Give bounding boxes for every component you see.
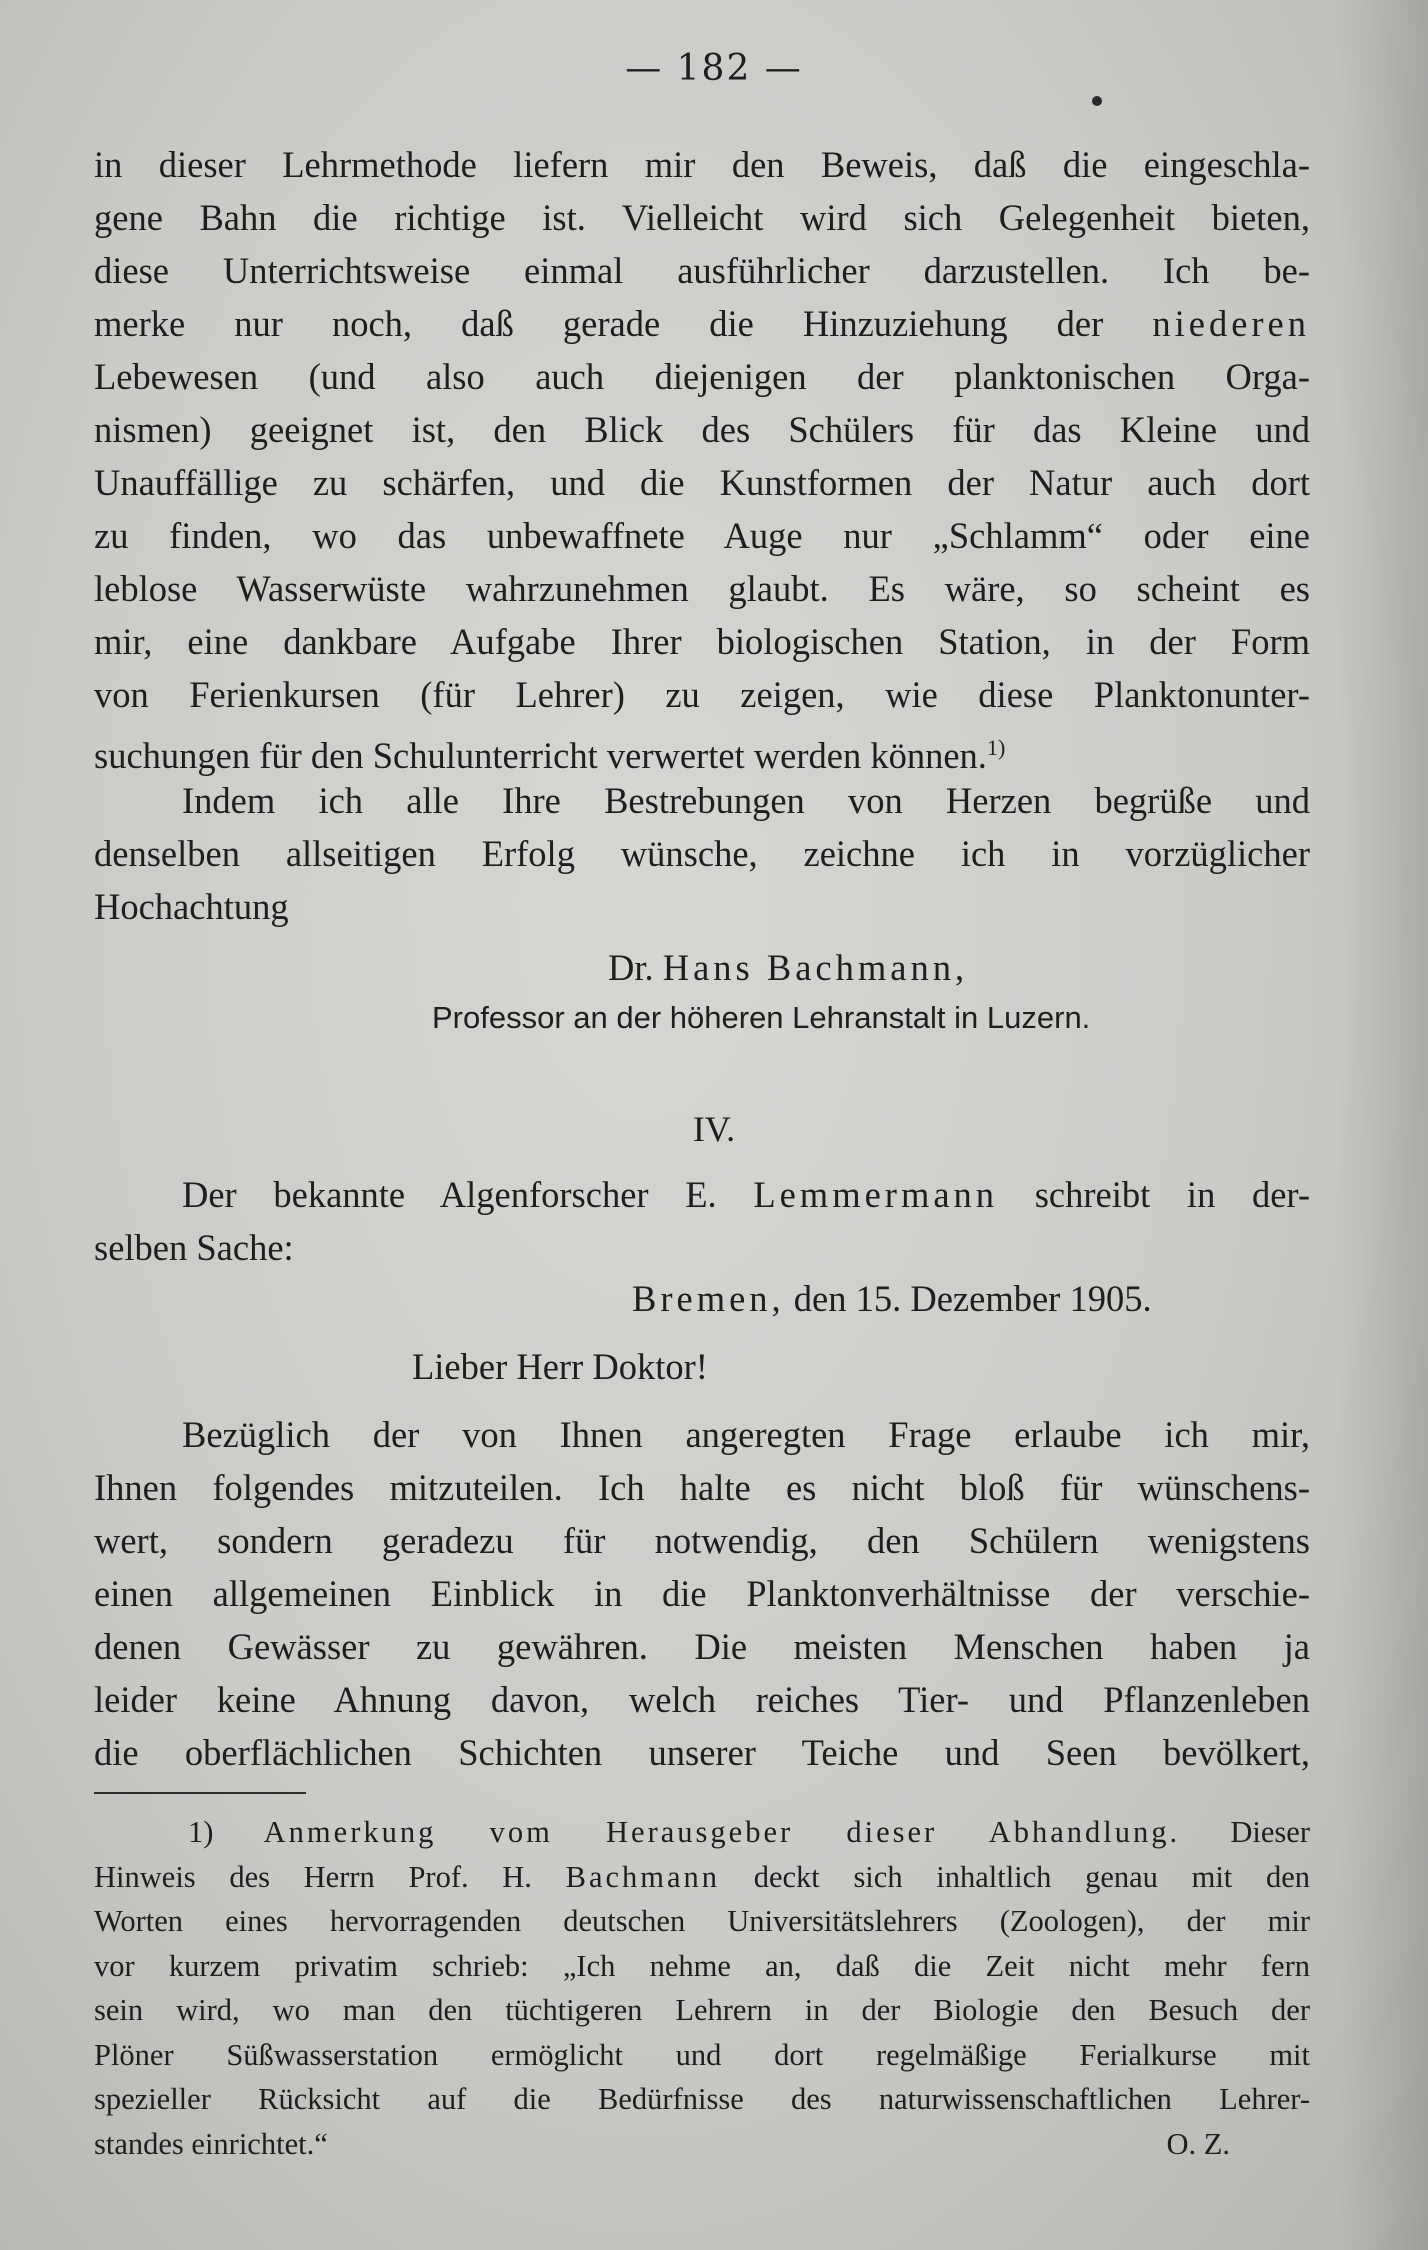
footnote-number: 1) [188, 1815, 214, 1849]
footnote-line: sein wird, wo man den tüchtigeren Lehrern in der Biologie den Besuch der [94, 1993, 1310, 2027]
section-numeral: IV. [692, 1109, 736, 1149]
text-fragment: suchungen für den Schulunterricht verwertet werden können. [94, 735, 987, 777]
emphasis-bachmann: Bachmann [565, 1859, 721, 1894]
text-line: Ihnen folgendes mitzuteilen. Ich halte es nicht bloß für wünschens- [94, 1467, 1310, 1508]
footnote-line: Plöner Süßwasserstation ermöglicht und dort regelmäßige Ferialkurse mit [94, 2037, 1310, 2072]
emphasis-niederen: niederen [1152, 303, 1311, 344]
text-line: Hochachtung [94, 886, 289, 927]
text-line: leblose Wasserwüste wahrzunehmen glaubt. Es wäre, so scheint es [94, 568, 1310, 609]
text-line [94, 297, 1310, 350]
text-line: nismen) geeignet ist, den Blick des Schülers für das Kleine und [94, 409, 1310, 450]
footnote [94, 1810, 1310, 2166]
footnote-divider [94, 1792, 306, 1794]
text-line: von Ferienkursen (für Lehrer) zu zeigen, wie diese Planktonunter- [94, 674, 1310, 715]
intro-paragraph [94, 1168, 1310, 1274]
signature-position: Professor an der höheren Lehranstalt in Luzern. [432, 1000, 1091, 1035]
dateline-date: den 15. Dezember 1905. [793, 1278, 1152, 1319]
footnote-line: Worten eines hervorragenden deutschen Universitätslehrers (Zoologen), der mir [94, 1904, 1310, 1938]
footnote-label: Anmerkung vom Herausgeber dieser Abhandlung. [263, 1815, 1181, 1849]
text-line: Lebewesen (und also auch diejenigen der planktonischen Orga- [94, 356, 1310, 397]
text-line: diese Unterrichtsweise einmal ausführlicher darzustellen. Ich be- [94, 250, 1310, 291]
text-fragment: merke nur noch, daß gerade die Hinzuziehung der [94, 303, 1104, 344]
text-fragment: Hinweis des Herrn Prof. H. [94, 1859, 532, 1894]
text-line: selben Sache: [94, 1227, 294, 1268]
dateline-place: Bremen, [632, 1278, 785, 1319]
text-line [94, 721, 1310, 777]
letter-body-bachmann [94, 138, 1310, 933]
ink-speck [1092, 96, 1102, 106]
text-line: Indem ich alle Ihre Bestrebungen von Herzen begrüße und [182, 780, 1310, 821]
signature-name [608, 946, 968, 989]
page-number: — 182 — [625, 48, 803, 89]
text-line: zu finden, wo das unbewaffnete Auge nur „Schlamm“ oder eine [94, 515, 1310, 556]
text-line: die oberflächlichen Schichten unserer Teiche und Seen bevölkert, [94, 1732, 1310, 1773]
text-line: denselben allseitigen Erfolg wünsche, zeichne ich in vorzüglicher [94, 833, 1310, 874]
text-line: in dieser Lehrmethode liefern mir den Beweis, daß die eingeschla- [94, 144, 1310, 185]
footnote-line [94, 1855, 1310, 1900]
text-fragment: schreibt in der- [1034, 1174, 1311, 1215]
text-fragment: Der bekannte Algenforscher E. [182, 1174, 717, 1215]
text-line: gene Bahn die richtige ist. Vielleicht wird sich Gelegenheit bieten, [94, 197, 1310, 238]
signature-title-prefix: Dr. [608, 947, 654, 988]
footnote-line [94, 1810, 1310, 1855]
text-line: Bezüglich der von Ihnen angeregten Frage erlaube ich mir, [182, 1414, 1310, 1455]
letter-dateline [632, 1277, 1152, 1320]
text-line: wert, sondern geradezu für notwendig, den Schülern wenigstens [94, 1520, 1310, 1561]
text-fragment: deckt sich inhaltlich genau mit den [753, 1859, 1310, 1894]
footnote-reference: 1) [986, 735, 1006, 760]
text-fragment: Dieser [1230, 1815, 1310, 1849]
text-line: Unauffällige zu schärfen, und die Kunstformen der Natur auch dort [94, 462, 1310, 503]
signature-person: Hans Bachmann, [662, 947, 969, 988]
letter-body-lemmermann [94, 1408, 1310, 1779]
footnote-line [94, 2122, 1310, 2167]
text-line: einen allgemeinen Einblick in die Planktonverhältnisse der verschie- [94, 1573, 1310, 1614]
letter-salutation: Lieber Herr Doktor! [412, 1346, 708, 1387]
emphasis-lemmermann: Lemmermann [753, 1174, 999, 1215]
footnote-line: spezieller Rücksicht auf die Bedürfnisse des naturwissenschaftlichen Lehrer- [94, 2082, 1310, 2116]
text-line: denen Gewässer zu gewähren. Die meisten Menschen haben ja [94, 1626, 1310, 1667]
text-line [94, 1168, 1310, 1221]
text-line: mir, eine dankbare Aufgabe Ihrer biologischen Station, in der Form [94, 621, 1310, 662]
text-line: leider keine Ahnung davon, welch reiches Tier- und Pflanzenleben [94, 1679, 1310, 1720]
footnote-signoff: O. Z. [1166, 2126, 1230, 2161]
footnote-last-line: standes einrichtet.“ [94, 2126, 328, 2161]
footnote-line: vor kurzem privatim schrieb: „Ich nehme an, daß die Zeit nicht mehr fern [94, 1948, 1310, 1983]
